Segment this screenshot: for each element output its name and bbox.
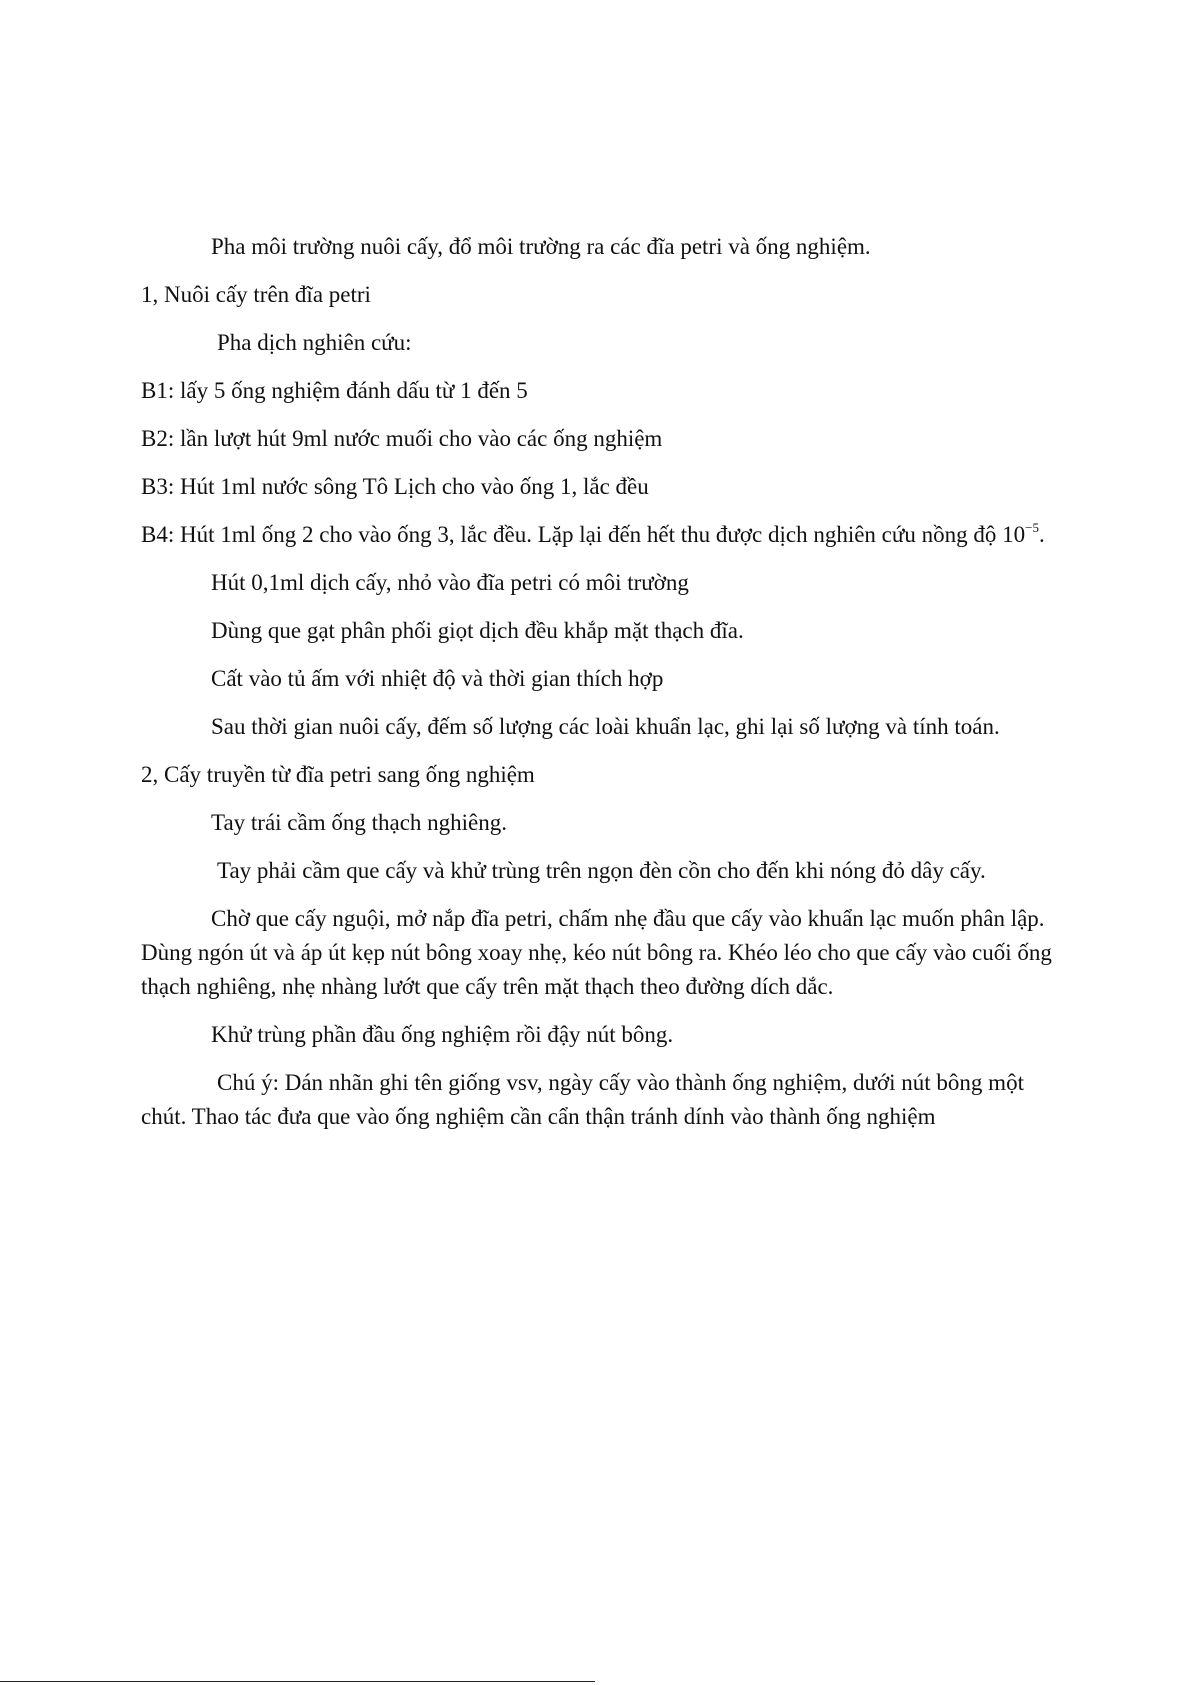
step-b3: B3: Hút 1ml nước sông Tô Lịch cho vào ống 1, lắc đều: [141, 474, 649, 499]
paragraph-right-hand: Tay phải cầm que cấy và khử trùng trên ngọn đèn cồn cho đến khi nóng đỏ dây cấy.: [217, 858, 986, 883]
document-body: [141, 230, 1056, 1148]
step-b2: B2: lần lượt hút 9ml nước muối cho vào các ống nghiệm: [141, 426, 663, 451]
paragraph-note: Chú ý: Dán nhãn ghi tên giống vsv, ngày cấy vào thành ống nghiệm, dưới nút bông một chút. Thao tác đưa que vào ống nghiệm cần cẩn thận tránh dính vào thành ống nghiệm: [141, 1070, 1024, 1129]
paragraph-spread: Dùng que gạt phân phối giọt dịch đều khắp mặt thạch đĩa.: [211, 618, 744, 643]
paragraph-inoculate: Chờ que cấy nguội, mở nắp đĩa petri, chấm nhẹ đầu que cấy vào khuẩn lạc muốn phân lập. Dùng ngón út và áp út kẹp nút bông xoay nhẹ, kéo nút bông ra. Khéo léo cho que cấy vào cuối ống thạch nghiêng, nhẹ nhàng lướt que cấy trên mặt thạch theo đường dích dắc.: [141, 906, 1052, 999]
step-b4-text: B4: Hút 1ml ống 2 cho vào ống 3, lắc đều. Lặp lại đến hết thu được dịch nghiên cứu nồng độ 10: [141, 522, 1026, 547]
paragraph-prepare-medium: Pha môi trường nuôi cấy, đổ môi trường ra các đĩa petri và ống nghiệm.: [211, 234, 871, 259]
section-heading-petri-culture: 1, Nuôi cấy trên đĩa petri: [141, 282, 371, 307]
paragraph-prepare-solution: Pha dịch nghiên cứu:: [217, 330, 412, 355]
paragraph-left-hand: Tay trái cầm ống thạch nghiêng.: [211, 810, 508, 835]
paragraph-incubate: Cất vào tủ ấm với nhiệt độ và thời gian thích hợp: [211, 666, 664, 691]
step-b4-exponent: −5: [1025, 520, 1039, 535]
paragraph-pipette: Hút 0,1ml dịch cấy, nhỏ vào đĩa petri có môi trường: [211, 570, 689, 595]
paragraph-count: Sau thời gian nuôi cấy, đếm số lượng các loài khuẩn lạc, ghi lại số lượng và tính toán.: [211, 714, 1000, 739]
section-heading-transfer: 2, Cấy truyền từ đĩa petri sang ống nghiệm: [141, 762, 535, 787]
step-b4: [141, 518, 1056, 552]
footer-divider: [0, 1681, 595, 1682]
step-b1: B1: lấy 5 ống nghiệm đánh dấu từ 1 đến 5: [141, 378, 528, 403]
step-b4-period: .: [1038, 522, 1045, 547]
paragraph-sterilize: Khử trùng phần đầu ống nghiệm rồi đậy nút bông.: [211, 1022, 674, 1047]
